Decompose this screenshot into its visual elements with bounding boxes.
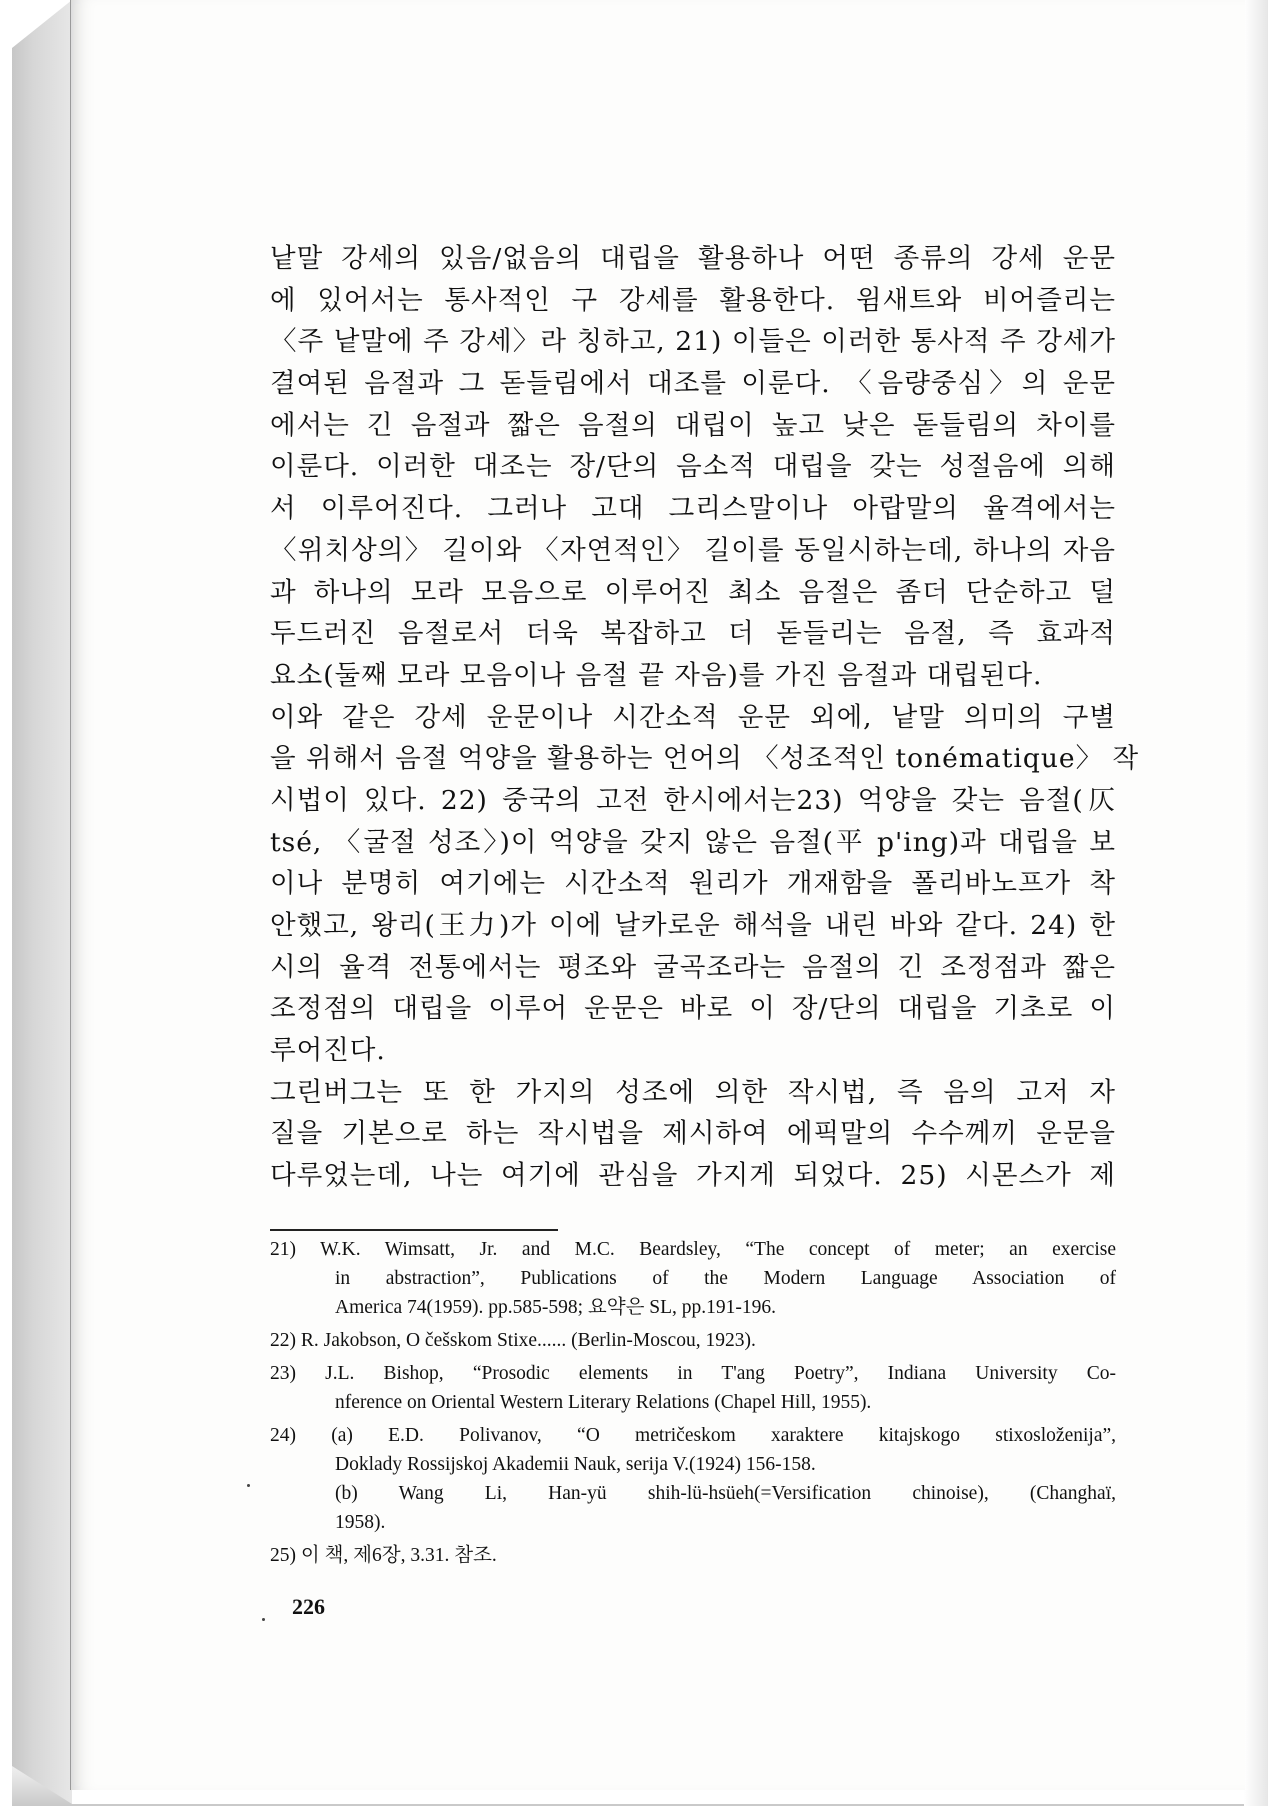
body-line: 조정점의 대립을 이루어 운문은 바로 이 장/단의 대립을 기초로 이 [270, 993, 1116, 1025]
footnote-line: 24) (a) E.D. Polivanov, “O metričeskom xaraktere kitajskogo stixosloženija”, [270, 1425, 1116, 1446]
body-line: 을 위해서 음절 억양을 활용하는 언어의 〈성조적인 tonématique〉 작 [270, 743, 1140, 775]
body-line: 결여된 음절과 그 돋들림에서 대조를 이룬다. 〈음량중심〉의 운문 [270, 368, 1116, 400]
body-line: 낱말 강세의 있음/없음의 대립을 활용하나 어떤 종류의 강세 운문 [270, 243, 1116, 274]
body-line: 〈주 낱말에 주 강세〉라 칭하고, 21) 이들은 이러한 통사적 주 강세가 [270, 326, 1116, 358]
body-line: 에 있어서는 통사적인 구 강세를 활용한다. 윔새트와 비어즐리는 [270, 284, 1116, 316]
footnote-line: nference on Oriental Western Literary Relations (Chapel Hill, 1955). [335, 1392, 872, 1413]
body-line: 이룬다. 이러한 대조는 장/단의 음소적 대립을 갖는 성절음에 의해 [270, 451, 1116, 483]
body-line: 루어진다. [270, 1035, 386, 1067]
body-line: 과 하나의 모라 모음으로 이루어진 최소 음절은 좀더 단순하고 덜 [270, 576, 1116, 608]
body-line: 이와 같은 강세 운문이나 시간소적 운문 외에, 낱말 의미의 구별 [270, 701, 1116, 733]
body-line: 이나 분명히 여기에는 시간소적 원리가 개재함을 폴리바노프가 착 [270, 868, 1116, 900]
footnote-line: 21) W.K. Wimsatt, Jr. and M.C. Beardsley, “The concept of meter; an exercise [270, 1239, 1116, 1260]
body-line: 질을 기본으로 하는 작시법을 제시하여 에픽말의 수수께끼 운문을 [270, 1118, 1116, 1150]
scan-speck [262, 1618, 265, 1621]
body-line: 요소(둘째 모라 모음이나 음절 끝 자음)를 가진 음절과 대립된다. [270, 659, 1043, 691]
body-line: 다루었는데, 나는 여기에 관심을 가지게 되었다. 25) 시몬스가 제 [270, 1160, 1116, 1192]
body-line: 에서는 긴 음절과 짧은 음절의 대립이 높고 낮은 돋들림의 차이를 [270, 409, 1116, 441]
scan-speck [247, 1484, 250, 1487]
footnote-line: America 74(1959). pp.585-598; 요약은 SL, pp.191-196. [335, 1297, 777, 1318]
footnotes [270, 1235, 1116, 1570]
body-line: 〈위치상의〉 길이와 〈자연적인〉 길이를 동일시하는데, 하나의 자음 [270, 534, 1116, 566]
body-line: 그린버그는 또 한 가지의 성조에 의한 작시법, 즉 음의 고저 자 [270, 1076, 1116, 1108]
footnote-line: Doklady Rossijskoj Akademii Nauk, serija V.(1924) 156-158. [335, 1454, 816, 1475]
footnote-line: 23) J.L. Bishop, “Prosodic elements in T'ang Poetry”, Indiana University Co- [270, 1363, 1116, 1384]
footnote-line: 22) R. Jakobson, O češskom Stixe...... (Berlin-Moscou, 1923). [270, 1330, 756, 1351]
body-line: 시법이 있다. 22) 중국의 고전 한시에서는23) 억양을 갖는 음절(仄 [270, 784, 1116, 816]
footnote-divider [270, 1229, 558, 1231]
footnote-line: (b) Wang Li, Han-yü shih-lü-hsüeh(=Versification chinoise), (Changhaï, [335, 1483, 1116, 1504]
footnote-line: 25) 이 책, 제6장, 3.31. 참조. [270, 1545, 497, 1566]
body-text [270, 238, 1140, 1197]
body-line: 서 이루어진다. 그러나 고대 그리스말이나 아랍말의 율격에서는 [270, 493, 1116, 525]
footnote-line: in abstraction”, Publications of the Modern Language Association of [335, 1268, 1116, 1289]
body-line: tsé, 〈굴절 성조〉)이 억양을 갖지 않은 음절(平 p'ing)과 대립을 보 [270, 826, 1116, 858]
body-line: 시의 율격 전통에서는 평조와 굴곡조라는 음절의 긴 조정점과 짧은 [270, 951, 1116, 983]
footnote-line: 1958). [335, 1512, 386, 1533]
page-right-shadow [1244, 0, 1268, 1806]
page-number: 226 [292, 1594, 325, 1619]
body-line: 두드러진 음절로서 더욱 복잡하고 더 돋들리는 음절, 즉 효과적 [270, 618, 1116, 650]
book-spine-edge [0, 0, 72, 1806]
body-line: 안했고, 왕리(王力)가 이에 날카로운 해석을 내린 바와 같다. 24) 한 [270, 910, 1116, 941]
